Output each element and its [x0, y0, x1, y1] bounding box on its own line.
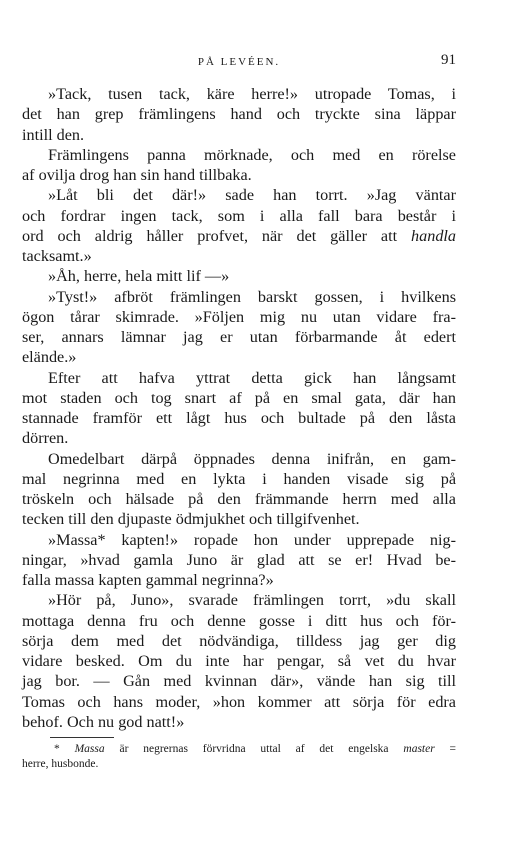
text-line: »Tack, tusen tack, käre herre!» utropade Tomas, i: [48, 85, 456, 103]
text-line: dörren.: [22, 429, 69, 448]
footnote-line: herre, husbonde.: [22, 758, 99, 770]
text-line: behof. Och nu god natt!»: [22, 712, 185, 731]
text-line: Omedelbart därpå öppnades denna inifrån, en gam-: [48, 449, 456, 468]
text-line: stannade framför ett lågt hus och bultade på den låsta: [22, 409, 456, 427]
text-line: tacksamt.»: [22, 247, 92, 265]
body-text: [22, 84, 456, 732]
emphasis-handla: handla: [411, 226, 457, 245]
text-line: vidare besked. Om du inte har pengar, så vet du hvar: [22, 652, 456, 670]
page-number: 91: [441, 52, 456, 68]
text-line: »Låt bli det där!» sade han torrt. »Jag väntar: [48, 186, 456, 205]
text-line: intill den.: [22, 125, 85, 144]
text-line: Efter att hafva yttrat detta gick han långsamt: [48, 368, 456, 387]
footnote-equals: =: [449, 743, 457, 755]
footnote-term-english: master: [403, 743, 435, 755]
text-line: »Åh, herre, hela mitt lif —»: [48, 267, 230, 286]
footnote: [22, 742, 456, 772]
text-line: »Massa* kapten!» ropade hon under upprepade nig-: [48, 530, 456, 549]
footnote-text: är negrernas förvridna uttal af det engelska: [119, 743, 389, 755]
text-line: [22, 226, 456, 246]
text-line: ser, annars lämnar jag er utan förbarmande åt edert: [22, 328, 456, 346]
footnote-marker: *: [54, 743, 60, 755]
text-line: af ovilja drog han sin hand tillbaka.: [22, 166, 252, 184]
footnote-term: Massa: [74, 743, 105, 755]
text-line: tröskeln och hälsade på den främmande herrn med alla: [22, 490, 456, 508]
text-line: mal negrinna med en lykta i handen visade sig på: [22, 469, 456, 488]
text-line: jag bor. — Gån med kvinnan där», vände han sig till: [22, 672, 456, 691]
text-line: sörja dem med det nödvändiga, tilldess jag ger dig: [22, 631, 456, 650]
text-fragment: ord och aldrig håller profvet, när det gäller att: [22, 226, 398, 245]
footnote-line: [22, 742, 456, 757]
text-line: »Hör på, Juno», svarade främlingen torrt, »du skall: [48, 591, 456, 610]
text-line: Främlingens panna mörknade, och med en rörelse: [48, 145, 456, 164]
text-line: och fordrar ingen tack, som i alla fall bara består i: [22, 206, 456, 225]
text-line: mottaga denna fru och denne gosse i ditt hus och för-: [22, 611, 456, 630]
text-line: mot staden och tog snart af på en smal gata, där han: [22, 388, 456, 407]
text-line: »Tyst!» afbröt främlingen barskt gossen, i hvilkens: [48, 287, 456, 306]
text-line: elände.»: [22, 348, 77, 367]
footnote-divider: [50, 737, 114, 738]
text-line: falla massa kapten gammal negrinna?»: [22, 571, 274, 589]
text-line: det han grep främlingens hand och tryckte sina läppar: [22, 105, 456, 124]
text-line: ögon tårar skimrade. »Följen mig nu utan vidare fra-: [22, 307, 456, 326]
running-title: PÅ LEVÉEN.: [197, 56, 281, 68]
text-line: ningar, »hvad gamla Juno är glad att se er! Hvad be-: [22, 550, 456, 569]
text-line: Tomas och hans moder, »hon kommer att sörja för edra: [22, 692, 456, 711]
page-header: [22, 52, 456, 72]
text-line: tecken till den djupaste ödmjukhet och tillgifvenhet.: [22, 510, 360, 529]
